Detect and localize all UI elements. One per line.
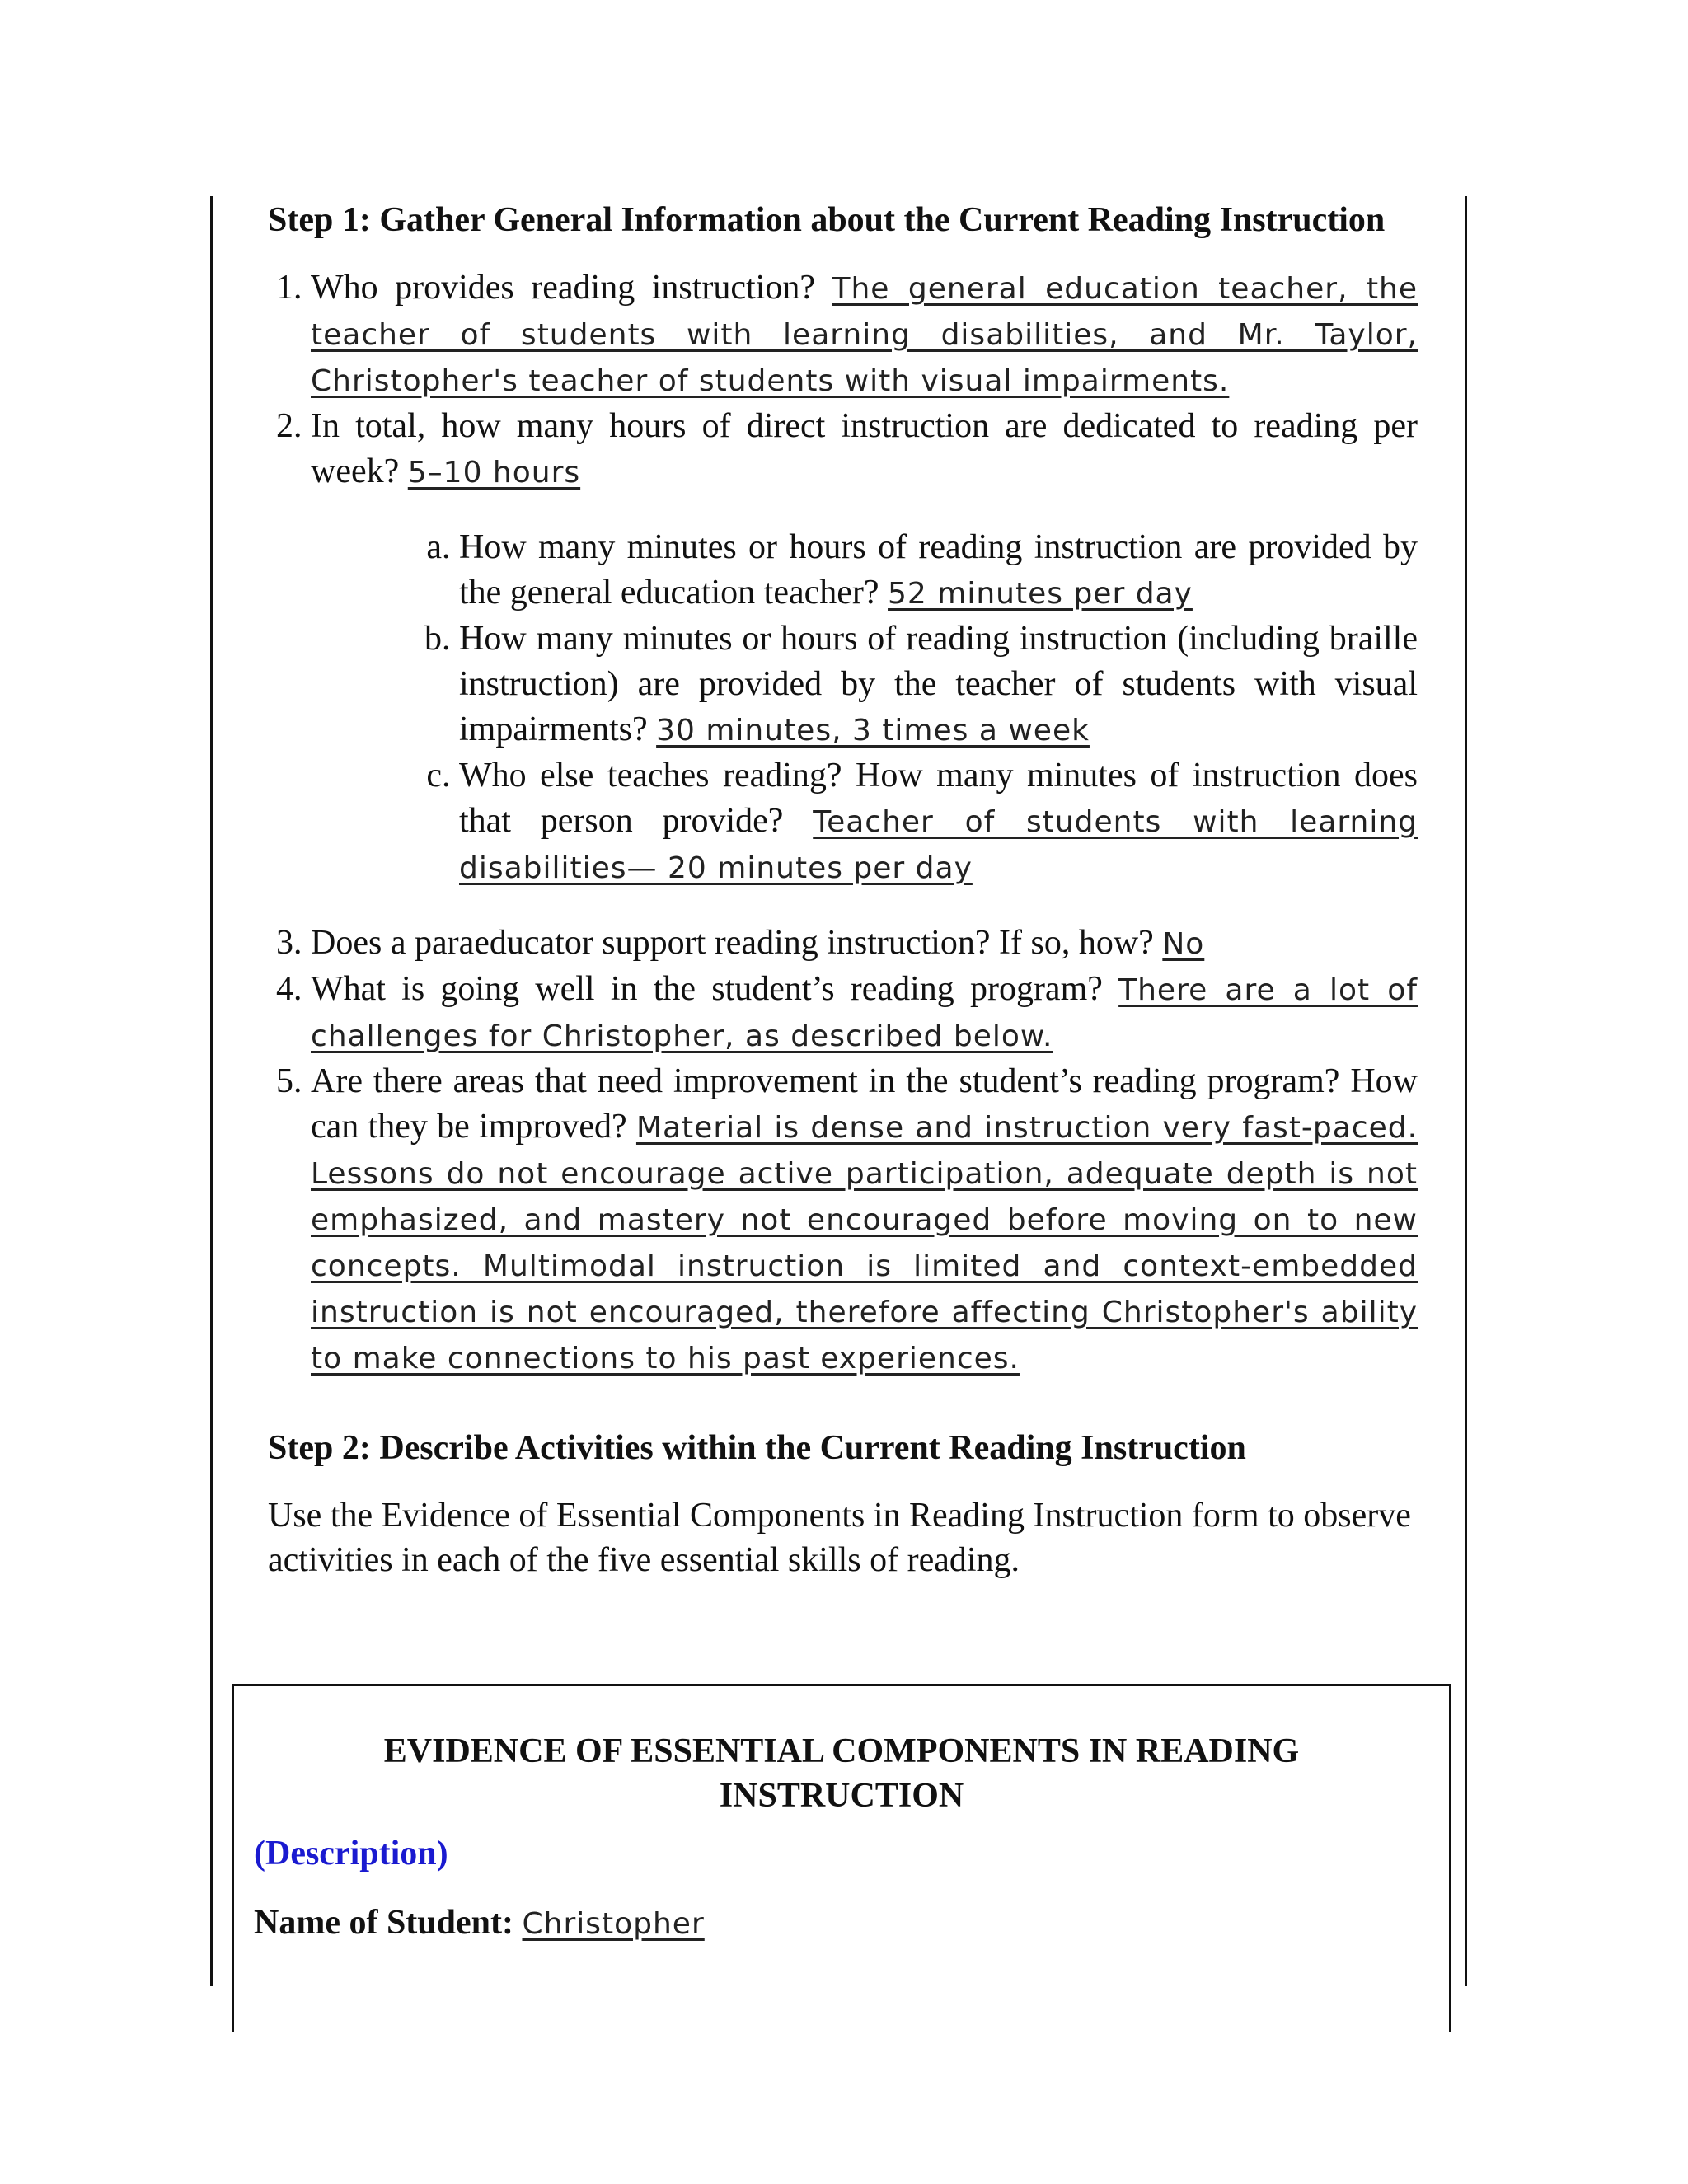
question-text: What is going well in the student’s reading program?	[311, 970, 1103, 1008]
question-text: Are there areas that need improvement in the student’s reading program? How can they be improved?	[311, 1062, 1418, 1146]
question-text: In total, how many hours of direct instruction are dedicated to reading per week?	[311, 407, 1418, 490]
document-content	[268, 198, 1418, 1582]
step2-heading: Step 2: Describe Activities within the Current Reading Instruction	[268, 1429, 1246, 1467]
subquestion-text: How many minutes or hours of reading instruction are provided by the general education teacher?	[459, 528, 1418, 612]
answer-text: Material is dense and instruction very fast-paced. Lessons do not encourage active participation, adequate depth is not emphasized, and mastery not encouraged before moving on to new concepts. Multimodal instruction is limited and context-embedded instruction is not encouraged, therefore affecting Christopher's ability to make connections to his past experiences.	[311, 1111, 1418, 1376]
question-4	[311, 967, 1418, 1059]
subquestion-text: Who else teaches reading? How many minutes of instruction does that person provide?	[459, 757, 1418, 840]
question-1	[311, 265, 1418, 404]
student-name-row	[254, 1900, 1449, 1947]
question-list	[268, 265, 1418, 1381]
answer-text: The general education teacher, the teacher of students with learning disabilities, and Mr. Taylor, Christopher's teacher of students with visual impairments.	[311, 272, 1418, 398]
question-5	[311, 1059, 1418, 1381]
question-3	[311, 921, 1418, 967]
answer-text: Teacher of students with learning disabilities— 20 minutes per day	[459, 805, 1418, 885]
subquestion-b	[459, 616, 1418, 753]
question-text: Does a paraeducator support reading instruction? If so, how?	[311, 924, 1154, 962]
left-border-line	[210, 196, 213, 1986]
step2-instructions: Use the Evidence of Essential Components in Reading Instruction form to observe activities in each of the five essential skills of reading.	[268, 1497, 1411, 1579]
subquestion-text: How many minutes or hours of reading instruction (including braille instruction) are provided by the teacher of students with visual impairments?	[459, 620, 1418, 748]
evidence-form-box	[232, 1684, 1451, 2032]
right-border-line	[1465, 196, 1467, 1986]
subquestion-c	[459, 753, 1418, 891]
student-name-value: Christopher	[522, 1907, 705, 1941]
answer-text: 30 minutes, 3 times a week	[656, 714, 1090, 748]
answer-text: No	[1162, 927, 1205, 961]
answer-text: 52 minutes per day	[888, 577, 1193, 611]
form-description-label: (Description)	[254, 1835, 448, 1872]
subquestion-list	[311, 525, 1418, 891]
step1-heading: Step 1: Gather General Information about the Current Reading Instruction	[268, 201, 1386, 239]
form-title: EVIDENCE OF ESSENTIAL COMPONENTS IN READING INSTRUCTION	[383, 1732, 1300, 1815]
question-2	[311, 404, 1418, 891]
answer-text: 5–10 hours	[407, 456, 581, 490]
subquestion-a	[459, 525, 1418, 616]
question-text: Who provides reading instruction?	[311, 269, 815, 307]
answer-text: There are a lot of challenges for Christopher, as described below.	[311, 973, 1418, 1053]
student-name-label: Name of Student:	[254, 1904, 513, 1942]
